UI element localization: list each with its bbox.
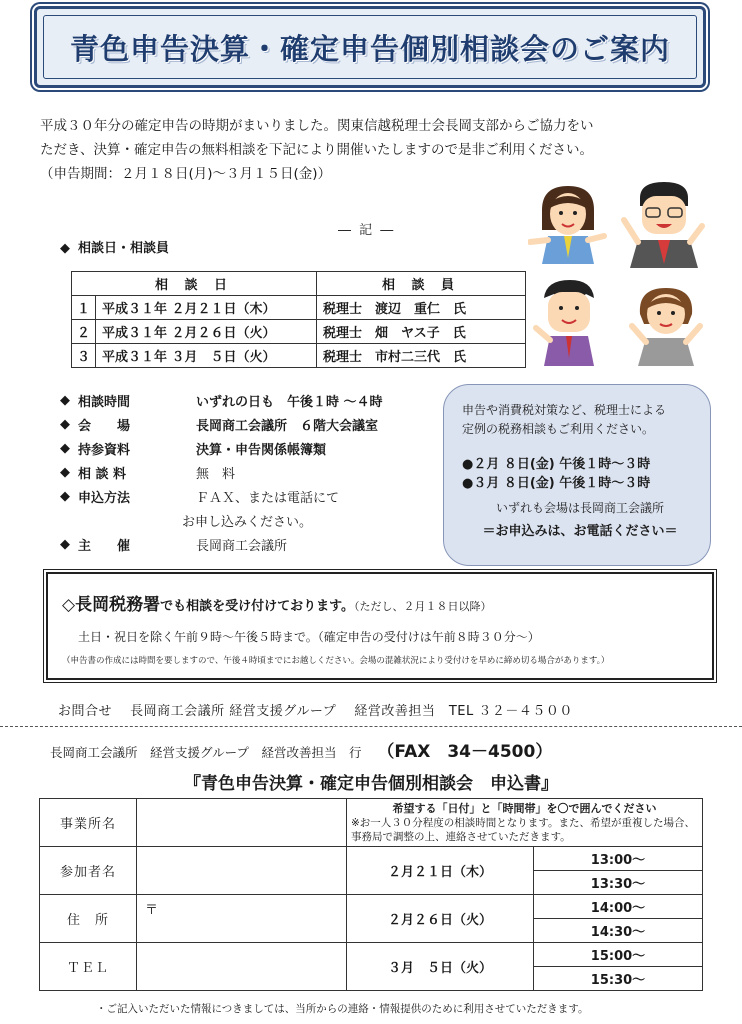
time-option[interactable]: 13:00～ [534, 847, 703, 871]
intro-line-1: 平成３０年分の確定申告の時期がまいりました。関東信越税理士会長岡支部からご協力をい [40, 118, 594, 134]
time-option[interactable]: 13:30～ [534, 871, 703, 895]
details-list [60, 388, 383, 556]
form-notice-head: 希望する「日付」と「時間帯」を〇で囲んでください [392, 801, 657, 815]
date-option-2[interactable]: ２月２６日（火） [347, 895, 534, 943]
man-character-icon [536, 280, 594, 366]
time-option[interactable]: 15:30～ [534, 967, 703, 991]
schedule-table [71, 271, 526, 368]
detail-label: 主 催 [78, 538, 131, 554]
row-staff: 税理士 畑 ヤス子 氏 [317, 320, 526, 344]
diamond-bullet-icon: ◆ [60, 241, 70, 256]
detail-value: 無 料 [196, 466, 236, 482]
time-option[interactable]: 15:00～ [534, 943, 703, 967]
row-date: 平成３１年 ３月 ５日（火） [96, 344, 317, 368]
label-participant: 参加者名 [40, 847, 137, 895]
contact-info: お問合せ 長岡商工会議所 経営支援グループ 経営改善担当 TEL ３２－４５００ [58, 704, 573, 719]
intro-line-3: （申告期間：２月１８日(月)～３月１５日(金)） [40, 166, 332, 182]
label-business-name: 事業所名 [40, 799, 137, 847]
ki-heading: ― 記 ― [338, 223, 396, 238]
bubble-venue: いずれも会場は長岡商工会議所 [495, 501, 664, 515]
diamond-bullet-icon: ◆ [60, 464, 70, 480]
diamond-bullet-icon: ◆ [60, 488, 70, 504]
list-item [60, 436, 383, 460]
woman-short-hair-character-icon [632, 288, 700, 366]
address-field[interactable] [137, 895, 347, 943]
date-option-1[interactable]: ２月２１日（木） [347, 847, 534, 895]
privacy-footnote: ・ご記入いただいた情報につきましては、当所からの連絡・情報提供のために利用させていただきます。 [96, 1003, 589, 1015]
detail-label: 会 場 [78, 418, 131, 434]
tel-field[interactable] [137, 943, 347, 991]
diamond-bullet-icon: ◆ [60, 440, 70, 456]
table-row [72, 344, 526, 368]
row-number: ２ [72, 320, 96, 344]
diamond-bullet-icon: ◆ [60, 392, 70, 408]
cut-line-divider [0, 726, 742, 727]
diamond-bullet-icon: ◆ [60, 416, 70, 432]
date-option-3[interactable]: ３月 ５日（火） [347, 943, 534, 991]
participant-name-field[interactable] [137, 847, 347, 895]
form-notice-body: ※お一人３０分程度の相談時間となります。また、希望が重複した場合、事務局で調整の上、連絡させていただきます。 [351, 816, 695, 843]
bubble-date-1: ●２月 ８日(金) 午後１時～３時 [462, 457, 651, 472]
row-number: １ [72, 296, 96, 320]
intro-line-2: ただき、決算・確定申告の無料相談を下記により開催いたしますので是非ご利用ください。 [40, 142, 593, 158]
title-banner-frame [43, 15, 697, 79]
list-item [60, 412, 383, 436]
detail-label: 申込方法 [78, 490, 131, 506]
intro-text [40, 114, 700, 186]
header-date: 相 談 日 [72, 272, 317, 296]
tax-consultation-bubble [443, 384, 711, 566]
row-date: 平成３１年 ２月２１日（木） [96, 296, 317, 320]
woman-character-icon [530, 186, 604, 264]
postal-mark: 〒 [145, 903, 159, 918]
schedule-section-label [60, 237, 169, 256]
label-tel: ＴＥＬ [40, 943, 137, 991]
row-date: 平成３１年 ２月２６日（火） [96, 320, 317, 344]
bubble-apply: ＝お申込みは、お電話ください＝ [482, 524, 678, 539]
detail-value: いずれの日も 午後１時 ～４時 [196, 394, 383, 410]
detail-value-continued: お申し込みください。 [182, 514, 313, 530]
bubble-line-2: 定例の税務相談もご利用ください。 [462, 422, 655, 436]
detail-value: 長岡商工会議所 ６階大会議室 [196, 418, 379, 434]
fax-recipient: 長岡商工会議所 経営支援グループ 経営改善担当 行 [50, 745, 362, 760]
table-row [72, 320, 526, 344]
page-title: 青色申告決算・確定申告個別相談会のご案内 [69, 31, 670, 66]
detail-value: ＦＡＸ、または電話にて [196, 490, 340, 506]
diamond-bullet-icon: ◆ [60, 536, 70, 552]
tax-office-notice-box [46, 572, 714, 680]
bubble-line-1: 申告や消費税対策など、税理士による [462, 403, 667, 417]
list-item [60, 532, 383, 556]
tax-office-heading [62, 590, 492, 615]
tax-office-heading-rest: でも相談を受け付けております。 [160, 599, 355, 614]
detail-label: 持参資料 [78, 442, 131, 458]
form-notice [347, 799, 703, 847]
business-name-field[interactable] [137, 799, 347, 847]
header-staff: 相 談 員 [317, 272, 526, 296]
man-glasses-character-icon [624, 182, 702, 268]
row-staff: 税理士 市村二三代 氏 [317, 344, 526, 368]
schedule-label-text: 相談日・相談員 [78, 241, 170, 256]
tax-office-note: （ただし、２月１８日以降） [354, 600, 492, 613]
tax-office-hours: 土日・祝日を除く午前９時～午後５時まで。（確定申告の受付けは午前８時３０分～） [78, 630, 540, 644]
row-staff: 税理士 渡辺 重仁 氏 [317, 296, 526, 320]
table-row [72, 296, 526, 320]
time-option[interactable]: 14:30～ [534, 919, 703, 943]
row-number: ３ [72, 344, 96, 368]
fax-header [50, 737, 552, 762]
time-option[interactable]: 14:00～ [534, 895, 703, 919]
form-title: 『青色申告決算・確定申告個別相談会 申込書』 [184, 774, 558, 794]
cartoon-characters-illustration [528, 180, 708, 370]
tax-office-prefix: ◇ [62, 595, 76, 615]
detail-label: 相 談 料 [78, 466, 127, 482]
detail-value: 決算・申告関係帳簿類 [196, 442, 327, 458]
list-item [60, 484, 383, 508]
detail-label: 相談時間 [78, 394, 131, 410]
tax-office-name: 長岡税務署 [75, 595, 161, 615]
title-banner [34, 6, 706, 88]
fax-number: （FAX 34－4500） [377, 742, 553, 762]
application-form-table [39, 798, 703, 991]
detail-value: 長岡商工会議所 [196, 538, 288, 554]
label-address: 住 所 [40, 895, 137, 943]
tax-office-caution: （申告書の作成には時間を要しますので、午後４時頃までにお越しください。会場の混雑状況により受付けを早めに締め切る場合があります。） [62, 656, 610, 666]
schedule-header-row [72, 272, 526, 296]
list-item [60, 460, 383, 484]
bubble-date-2: ●３月 ８日(金) 午後１時～３時 [462, 476, 651, 491]
list-item [60, 388, 383, 412]
